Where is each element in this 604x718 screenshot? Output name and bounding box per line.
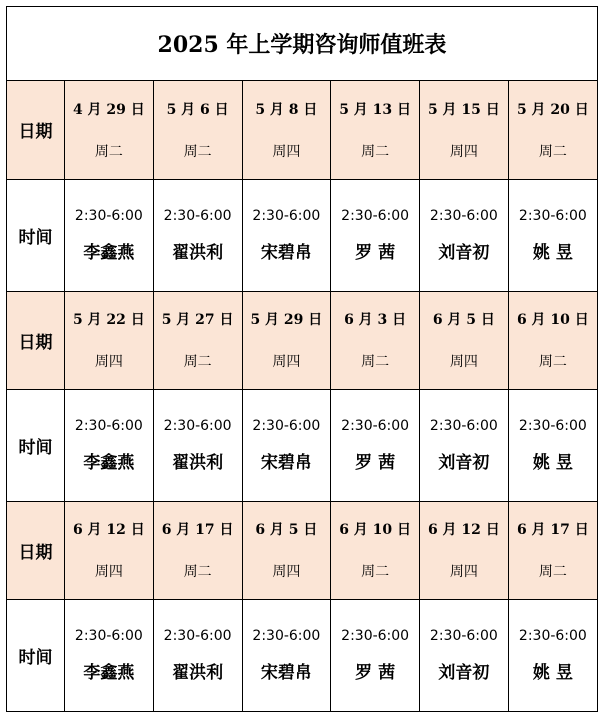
date-row-label: 日期 — [7, 291, 65, 389]
duty-hours: 2:30-6:00 — [518, 627, 587, 644]
date-text: 5 月 27 日 — [161, 312, 234, 328]
date-text: 6 月 5 日 — [255, 522, 318, 538]
counselor-name: 翟洪利 — [172, 662, 224, 683]
duty-cell — [153, 179, 242, 291]
duty-cell — [508, 389, 597, 501]
duty-cell — [242, 599, 331, 711]
date-text: 5 月 6 日 — [166, 101, 229, 118]
date-cell — [508, 501, 597, 599]
date-cell — [508, 291, 597, 389]
date-cell — [331, 291, 420, 389]
date-text: 6 月 12 日 — [72, 522, 145, 538]
counselor-name: 罗 茜 — [355, 242, 396, 263]
duty-hours: 2:30-6:00 — [74, 207, 143, 224]
date-text: 4 月 29 日 — [72, 101, 145, 118]
schedule-table — [7, 81, 597, 711]
duty-hours: 2:30-6:00 — [163, 417, 232, 434]
date-cell — [420, 501, 509, 599]
counselor-name: 刘音初 — [438, 452, 490, 473]
duty-hours: 2:30-6:00 — [163, 207, 232, 224]
date-text: 5 月 22 日 — [72, 312, 145, 328]
weekday-text: 周四 — [94, 354, 123, 370]
weekday-text: 周二 — [183, 354, 212, 370]
date-text: 5 月 13 日 — [339, 101, 412, 118]
weekday-text: 周二 — [361, 354, 390, 370]
schedule-title: 2025 年上学期咨询师值班表 — [7, 7, 597, 81]
date-cell — [420, 291, 509, 389]
weekday-text: 周二 — [183, 564, 212, 580]
date-cell — [65, 291, 154, 389]
time-row — [7, 389, 597, 501]
duty-hours: 2:30-6:00 — [341, 417, 410, 434]
date-cell — [331, 501, 420, 599]
duty-hours: 2:30-6:00 — [429, 207, 498, 224]
date-row-label: 日期 — [7, 501, 65, 599]
weekday-text: 周四 — [94, 564, 123, 580]
counselor-name: 宋碧帛 — [260, 242, 312, 263]
counselor-name: 李鑫燕 — [83, 662, 135, 683]
counselor-name: 姚 昱 — [532, 242, 573, 263]
duty-cell — [153, 599, 242, 711]
weekday-text: 周二 — [361, 564, 390, 580]
counselor-name: 刘音初 — [438, 662, 490, 683]
weekday-text: 周四 — [272, 354, 301, 370]
time-row-label: 时间 — [7, 389, 65, 501]
date-text: 6 月 3 日 — [344, 312, 407, 328]
date-text: 6 月 10 日 — [516, 312, 589, 328]
date-row — [7, 501, 597, 599]
duty-hours: 2:30-6:00 — [74, 417, 143, 434]
date-text: 6 月 12 日 — [427, 522, 500, 538]
counselor-name: 宋碧帛 — [260, 662, 312, 683]
duty-hours: 2:30-6:00 — [518, 417, 587, 434]
time-row — [7, 599, 597, 711]
duty-hours: 2:30-6:00 — [341, 207, 410, 224]
duty-cell — [420, 389, 509, 501]
schedule-body — [7, 81, 597, 711]
weekday-text: 周四 — [449, 143, 478, 160]
date-cell — [153, 81, 242, 179]
weekday-text: 周四 — [272, 564, 301, 580]
duty-schedule-sheet — [6, 6, 598, 712]
duty-cell — [65, 179, 154, 291]
date-cell — [242, 291, 331, 389]
duty-cell — [420, 179, 509, 291]
date-row — [7, 291, 597, 389]
date-cell — [65, 501, 154, 599]
time-row-label: 时间 — [7, 179, 65, 291]
date-cell — [242, 81, 331, 179]
weekday-text: 周二 — [94, 143, 123, 160]
duty-hours: 2:30-6:00 — [252, 627, 321, 644]
duty-hours: 2:30-6:00 — [252, 417, 321, 434]
weekday-text: 周二 — [538, 564, 567, 580]
counselor-name: 李鑫燕 — [83, 452, 135, 473]
weekday-text: 周二 — [361, 143, 390, 160]
duty-hours: 2:30-6:00 — [341, 627, 410, 644]
weekday-text: 周四 — [449, 564, 478, 580]
date-text: 5 月 15 日 — [427, 101, 500, 118]
counselor-name: 刘音初 — [438, 242, 490, 263]
counselor-name: 翟洪利 — [172, 452, 224, 473]
date-cell — [420, 81, 509, 179]
counselor-name: 罗 茜 — [355, 452, 396, 473]
weekday-text: 周四 — [449, 354, 478, 370]
date-text: 6 月 10 日 — [339, 522, 412, 538]
date-cell — [242, 501, 331, 599]
date-text: 5 月 29 日 — [250, 312, 323, 328]
weekday-text: 周二 — [538, 354, 567, 370]
duty-cell — [508, 179, 597, 291]
date-cell — [508, 81, 597, 179]
date-text: 6 月 17 日 — [516, 522, 589, 538]
counselor-name: 姚 昱 — [532, 662, 573, 683]
duty-hours: 2:30-6:00 — [429, 417, 498, 434]
date-text: 5 月 20 日 — [516, 101, 589, 118]
date-cell — [153, 501, 242, 599]
date-text: 6 月 17 日 — [161, 522, 234, 538]
duty-hours: 2:30-6:00 — [252, 207, 321, 224]
date-cell — [65, 81, 154, 179]
date-row-label: 日期 — [7, 81, 65, 179]
duty-cell — [153, 389, 242, 501]
counselor-name: 罗 茜 — [355, 662, 396, 683]
date-cell — [331, 81, 420, 179]
date-row — [7, 81, 597, 179]
date-cell — [153, 291, 242, 389]
weekday-text: 周二 — [183, 143, 212, 160]
duty-cell — [65, 599, 154, 711]
duty-cell — [331, 599, 420, 711]
duty-cell — [331, 389, 420, 501]
duty-cell — [331, 179, 420, 291]
time-row-label: 时间 — [7, 599, 65, 711]
duty-cell — [242, 389, 331, 501]
duty-cell — [420, 599, 509, 711]
counselor-name: 姚 昱 — [532, 452, 573, 473]
date-text: 5 月 8 日 — [255, 101, 318, 118]
weekday-text: 周四 — [272, 143, 301, 160]
duty-hours: 2:30-6:00 — [74, 627, 143, 644]
duty-cell — [65, 389, 154, 501]
counselor-name: 李鑫燕 — [83, 242, 135, 263]
weekday-text: 周二 — [538, 143, 567, 160]
duty-hours: 2:30-6:00 — [163, 627, 232, 644]
counselor-name: 宋碧帛 — [260, 452, 312, 473]
duty-cell — [508, 599, 597, 711]
time-row — [7, 179, 597, 291]
date-text: 6 月 5 日 — [432, 312, 495, 328]
duty-hours: 2:30-6:00 — [429, 627, 498, 644]
duty-hours: 2:30-6:00 — [518, 207, 587, 224]
counselor-name: 翟洪利 — [172, 242, 224, 263]
duty-cell — [242, 179, 331, 291]
